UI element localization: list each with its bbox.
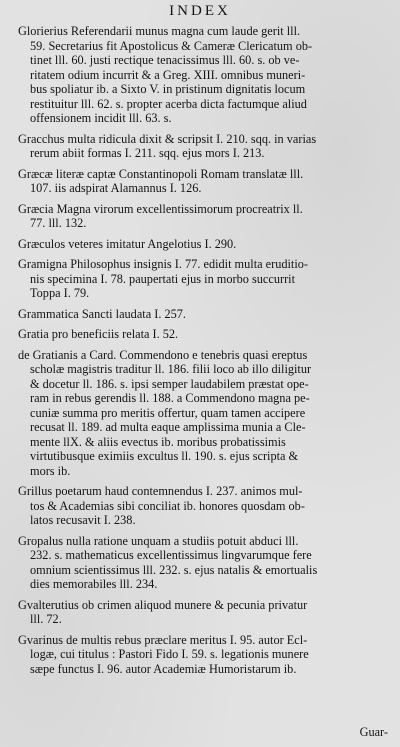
index-entry (18, 484, 390, 528)
entry-headword-line: Græculos veteres imitatur Angelotius I. 290. (18, 236, 237, 251)
entry-headword-line: Gropalus nulla ratione unquam a studiis potuit abduci lll. (18, 533, 299, 548)
entry-headword-line: Gratia pro beneficiis relata I. 52. (18, 327, 179, 341)
entry-continuation-line: tinet lll. 60. justi rectique tenacissimus lll. 60. s. ob ve- (30, 53, 300, 67)
entry-continuation-line: restituitur lll. 62. s. propter acerba dicta factumque aliud (30, 96, 307, 111)
index-entry (18, 167, 390, 196)
entry-continuation-line: 77. lll. 132. (30, 216, 87, 230)
index-entry (18, 534, 390, 592)
entry-headword-line: de Gratianis a Card. Commendono e tenebris quasi ereptus (18, 347, 308, 362)
entry-headword-line: Grillus poetarum haud contemnendus I. 237. animos mul- (18, 484, 303, 498)
index-entry (18, 257, 390, 301)
entry-continuation-line: scholæ magistris traditur ll. 186. filii loco ab illo diligitur (30, 362, 312, 376)
index-entry (18, 633, 390, 677)
entry-continuation-line: rerum abiit formas I. 211. sqq. ejus mors I. 213. (30, 146, 265, 160)
entry-continuation-line: mente llX. & aliis evectus ib. moribus probatissimis (30, 434, 286, 449)
entry-continuation-line: recusat ll. 189. ad multa eaque amplissima munia a Cle- (30, 420, 306, 434)
catchword: Guar- (359, 724, 388, 739)
entry-continuation-line: 59. Secretarius fit Apostolicus & Cameræ Clericatum ob- (30, 38, 313, 53)
entry-continuation-line: nis specimina I. 78. paupertati ejus in morbo succurrit (30, 271, 296, 286)
entry-continuation-line: 107. iis adspirat Alamannus I. 126. (30, 181, 202, 195)
entry-headword-line: Gvalterutius ob crimen aliquod munere & pecunia privatur (18, 597, 308, 612)
entry-continuation-line: ram in rebus gerendis ll. 188. a Commendono magna pe- (30, 391, 310, 405)
entry-continuation-line: latos recusavit I. 238. (30, 513, 136, 527)
page-header: INDEX (169, 3, 231, 19)
entry-headword-line: Grammatica Sancti laudata I. 257. (18, 306, 186, 321)
entry-headword-line: Glorierius Referendarii munus magna cum laude gerit lll. (18, 24, 301, 38)
entry-continuation-line: Toppa I. 79. (30, 286, 90, 300)
index-entry (18, 24, 390, 126)
entry-continuation-line: bus spoliatur ib. a Sixto V. in pristinum dignitatis locum (30, 82, 306, 96)
entry-continuation-line: virtutibusque eximiis excultus ll. 190. s. ejus scripta & (30, 449, 299, 463)
entry-continuation-line: offensionem incidit lll. 63. s. (30, 111, 172, 125)
entry-continuation-line: mors ib. (30, 463, 71, 478)
index-entry (18, 348, 390, 479)
entry-continuation-line: dies memorabiles lll. 234. (30, 577, 158, 591)
entry-headword-line: Gracchus multa ridicula dixit & scripsit I. 210. sqq. in varias (18, 131, 317, 146)
index-entry (18, 202, 390, 231)
entry-continuation-line: ritatem odium incurrit & a Greg. XIII. omnibus muneri- (30, 67, 306, 82)
index-entry (18, 132, 390, 161)
index-entry (18, 237, 390, 252)
entry-continuation-line: lll. 72. (30, 612, 62, 626)
entry-continuation-line: logæ, cui titulus : Pastori Fido I. 59. s. legationis munere (30, 647, 309, 661)
entry-headword-line: Græcia Magna virorum excellentissimorum procreatrix ll. (18, 201, 303, 216)
entry-continuation-line: 232. s. mathematicus excellentissimus lingvarumque fere (30, 548, 312, 562)
entry-headword-line: Græcæ literæ captæ Constantinopoli Romam translatæ lll. (18, 166, 304, 181)
index-entries (18, 24, 390, 682)
entry-continuation-line: tos & Academias sibi conciliat ib. honores quosdam ob- (30, 498, 305, 513)
entry-continuation-line: sæpe functus I. 96. autor Academiæ Humoristarum ib. (30, 661, 297, 676)
index-entry (18, 307, 390, 322)
entry-continuation-line: & docetur ll. 186. s. ipsi semper laudabilem præstat ope- (30, 376, 309, 391)
entry-continuation-line: omnium scientissimus lll. 232. s. ejus natalis & emortualis (30, 562, 318, 577)
index-entry (18, 598, 390, 627)
index-entry (18, 327, 390, 342)
entry-continuation-line: cuniæ summa pro meritis offertur, quam tamen accipere (30, 405, 306, 420)
entry-headword-line: Gvarinus de multis rebus præclare meritus I. 95. autor Ecl- (18, 632, 308, 647)
entry-headword-line: Gramigna Philosophus insignis I. 77. edidit multa eruditio- (18, 257, 308, 271)
